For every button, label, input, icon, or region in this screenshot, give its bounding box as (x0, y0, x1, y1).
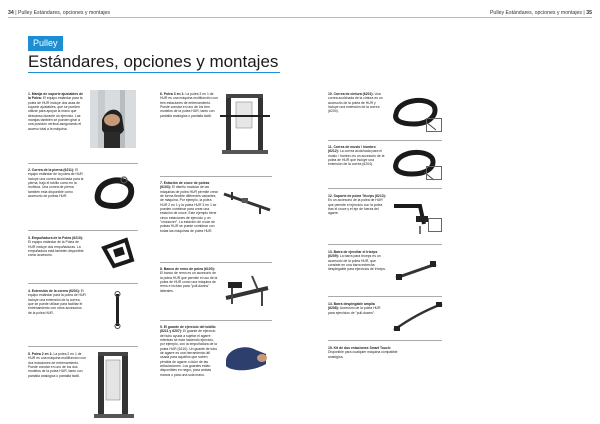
pulley-3in1-image (218, 90, 272, 156)
item-separator (28, 230, 138, 231)
pulley-crossover-image (222, 184, 272, 224)
item-title: 14. Barra desplegable amplia (6208): (328, 302, 375, 311)
item-correa-cintura (328, 92, 386, 114)
section-tag: Pulley (28, 36, 63, 51)
item-barra-amplia (328, 302, 386, 315)
item-description: Accesorio de la polea HUR para ejercicios de "pull-downs". (328, 306, 381, 315)
item-empunadura (28, 236, 86, 258)
detail-inset-box (426, 166, 442, 180)
page-header-left (8, 10, 110, 16)
item-manija-soporte (28, 92, 86, 131)
item-title: 4. Extensión de la correa (6204): (28, 289, 80, 293)
item-title: 5. Polea 2 en 1: (28, 352, 53, 356)
item-description: La polea 3 en 1 de HUR es una máquina multifunción con tres estaciones de entrenamiento. Puede constar en uno de los tres modelos de la polea HUR, tanto con pantalla analógica o pantalla táctil. (160, 92, 218, 118)
item-soporte-triceps (328, 194, 386, 216)
item-separator (328, 188, 442, 189)
item-cruce-poleas (160, 181, 218, 233)
page-header-right (490, 10, 592, 16)
item-title: 8. Banco de remo de polea (6100): (160, 267, 215, 271)
header-title-left: Pulley Estándares, opciones y montajes (18, 10, 111, 16)
item-separator (328, 244, 442, 245)
item-title: 9. El guante de ejercicio del tobillo (6211 y 6207): (160, 325, 216, 334)
pulley-2in1-image (92, 350, 138, 420)
item-correa-muslo (328, 145, 386, 167)
detail-inset-box (426, 118, 442, 132)
item-separator (28, 346, 138, 347)
item-description: El banco de remo es un accesorio de la polea HUR que permite el uso de la polea de HUR como una máquina de remo e incluso para "pull-downs" laterales. (160, 271, 218, 293)
support-handle-image (90, 90, 136, 148)
item-separator (328, 140, 442, 141)
item-description: Disponible para cualquier máquina compatible analógica. (328, 350, 398, 359)
leg-strap-image (92, 172, 136, 212)
item-extension-correa (28, 289, 86, 315)
item-separator (328, 340, 442, 341)
item-description: El equipo estándar para la polea de HUR incluye dos asas de soporte ajustables, que se pueden utilizar para apoyar la mano que descansa durante un ejercicio. Las manijas también se pueden girar a una posición vertical asegurando el acceso total a la máquina. (28, 96, 83, 131)
item-description: El equipo estándar de la polea de HUR incluye una correa acolchada para la pierna, bajo el tobillo como en la muñeca. Una correa de pierna también está disponible como accesorio de poleas HUR. (28, 168, 84, 199)
page-number-right: 35 (586, 10, 592, 16)
item-title: 10. Correa de cintura (6201): (328, 92, 374, 96)
item-description: El equipo estándar de la Polea de HUR incluye dos empuñaduras. La empuñadura está también disponible como accesorio. (28, 240, 84, 258)
item-kit-smart-touch (328, 346, 402, 359)
item-title: 11. Correa de muslo / hombro (6212): (328, 145, 376, 154)
item-title: 12. Soporte de polea Triceps (6213): (328, 194, 386, 198)
strap-extension-image (110, 290, 126, 330)
title-underline (28, 72, 280, 73)
item-title: 6. Polea 3 en 1: (160, 92, 185, 96)
pulley-handle-image (100, 236, 136, 272)
item-description: El equipo estándar para la polea de HUR incluye una extensión de la correa, que se puede utilizar para facilitar el entrenamiento con otros accesorios de la polea HUR. (28, 289, 86, 315)
item-title: 3. Empuñadura de la Polea (6210): (28, 236, 84, 240)
wide-bar-image (392, 300, 444, 334)
rowing-bench-image (222, 268, 272, 310)
page-title: Estándares, opciones y montajes (28, 52, 279, 71)
item-separator (160, 320, 272, 321)
exercise-glove-image (222, 340, 272, 374)
item-banco-remo (160, 267, 218, 293)
item-description: El guante de ejercicio del tubo ayuda a sujetar el agarre mientras se está haciendo ejercicio, por ejemplo, con la empuñadura de la polea HUR (6210). Un guante de tubo de agarre es una herramienta útil usada para aquellos que sufren pérdida de agarre o dolor de las articulaciones. Los guantes están disponibles en negro, para ambas manos o para una sola mano. (160, 329, 218, 377)
item-description: La correa acolchada para el muslo / hombro es un accesorio de la polea de HUR que incluye una extensión de la correa (6204). (328, 149, 385, 167)
item-polea-3en1 (160, 92, 218, 118)
item-correa-pierna (28, 168, 86, 198)
item-separator (160, 262, 272, 263)
item-title: 1. Manija de soporte ajustables de la Polea: (28, 92, 84, 101)
detail-inset-box (428, 218, 442, 232)
item-title: 7. Estación de cruce de poleas (6103): (160, 181, 210, 190)
item-description: El diseño modular de las máquinas de polea HUR permite crear de forma flexible diferentes variantes de máquina. Por ejemplo, la polea HUR 2 en 1 y la polea HUR 3 en 1 se pueden combinar para crear una estación de cruce. Este ejemplo tiene cinco estaciones de ejercicio y un "crossover". La estación de cruce de poleas HUR se puede combinar con todas las máquinas de polea HUR. (160, 185, 218, 233)
header-rule (8, 17, 592, 18)
header-separator: | (583, 10, 587, 16)
item-description: Es un accesorio de la polea de HUR que permite el ejercicio con la polea tras el cruce y el eje de fuerza del agarre. (328, 198, 383, 216)
item-separator (160, 176, 272, 177)
item-guante-ejercicio (160, 325, 218, 377)
header-title-right: Pulley Estándares, opciones y montajes (489, 10, 582, 16)
item-description: La polea 2 en 1 de HUR es una máquina multifunción con dos estaciones de entrenamiento. Puede constar en uno de los dos modelos de la polea HUR, tanto con pantalla analógica o pantalla táctil. (28, 352, 86, 378)
item-polea-2en1 (28, 352, 86, 378)
triceps-bar-image (392, 256, 442, 286)
item-description: La barra para tríceps es un accesorio de la polea HUR, que consiste en una barra estrecha desplegable para ejercicios de tríceps. (328, 254, 386, 272)
item-title: 13. Barra de ejercitar el tríceps (6209): (328, 250, 378, 259)
item-separator (28, 163, 138, 164)
item-separator (28, 283, 138, 284)
header-separator: | (15, 10, 19, 16)
item-title: 15. Kit de dos estaciones Smart Touch: (328, 346, 392, 350)
page-number-left: 34 (8, 10, 14, 16)
item-separator (328, 296, 442, 297)
item-barra-triceps (328, 250, 386, 272)
item-title: 2. Correa de la pierna (6211): (28, 168, 75, 172)
item-description: Una correa acolchada de la cintura es un accesorio de la polea de HUR y incluye una extensión de la correa (6204). (328, 92, 383, 114)
